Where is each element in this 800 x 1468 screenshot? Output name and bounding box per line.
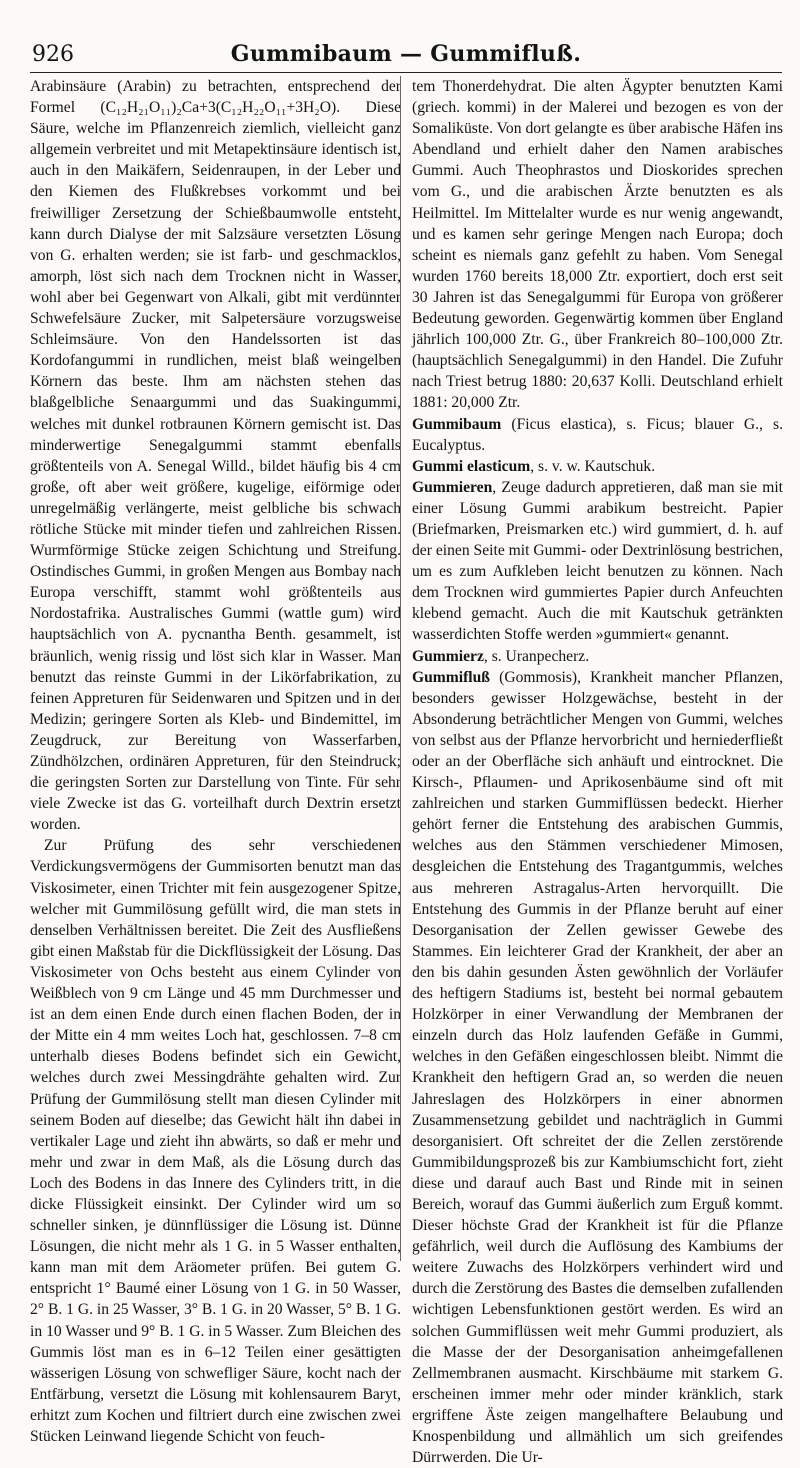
entry-headword: Gummi elasticum: [412, 457, 531, 475]
right-column: [412, 76, 783, 1467]
entry-gummibaum: [412, 414, 783, 456]
entry-text: (Ficus elastica), s. Ficus; blauer G., s. Eucalyptus.: [412, 415, 783, 454]
paragraph-arabinsaeure: Arabinsäure (Arabin) zu betrachten, entsprechend der Formel (C₁₂H₂₁O₁₁)₂Ca+3(C₁₂H₂₂O₁₁+3H₂O). Diese Säure, welche im Pflanzenreich ziemlich, vielleicht ganz allgemein verbreitet und mit Metapektinsäure identisch ist, auch in den Maikäfern, Seidenraupen, in der Leber und den Kiemen des Flußkrebses vorkommt und bei freiwilliger Zersetzung der Schießbaumwolle entsteht, kann durch Dialyse der mit Salzsäure versetzten Lösung von G. erhalten werden; sie ist farb- und geschmacklos, amorph, löst sich nach dem Trocknen nicht in Wasser, wohl aber bei Gegenwart von Alkali, gibt mit verdünnter Schwefelsäure Zucker, mit Salpetersäure vorzugsweise Schleimsäure. Von den Handelssorten ist das Kordofangummi in rundlichen, meist blaß weingelben Körnern das beste. Ihm am nächsten stehen das blaßgelbliche Senaargummi und das Suakingummi, welches mit dunkel rotbraunen Körnern gemischt ist. Das minderwertige Senegalgummi stammt ebenfalls größtenteils von A. Senegal Willd., bildet häufig bis 4 cm große, oft aber weit größere, kugelige, eiförmige oder unregelmäßig verlängerte, meist gelbliche bis schwach rötliche Stücke mit minder tiefen und zahlreichen Rissen. Wurmförmige Stücke zeigen Schichtung und Streifung. Ostindisches Gummi, in großen Mengen aus Bombay nach Europa verschifft, stammt wohl größtenteils aus Nordostafrika. Australisches Gummi (wattle gum) wird hauptsächlich von A. pycnantha Benth. gesammelt, ist bräunlich, wenig rissig und löst sich klar in Wasser. Man benutzt das reinste Gummi in der Likörfabrikation, zu feinen Appreturen für Seidenwaren und Spitzen und in der Medizin; geringere Sorten als Kleb- und Bindemittel, im Zeugdruck, zur Bereitung von Wasserfarben, Zündhölzchen, ordinären Appreturen, für den Steindruck; die geringsten Sorten zur Darstellung von Tinte. Für sehr viele Zwecke ist das G. vorteilhaft durch Dextrin ersetzt worden.: [30, 78, 401, 834]
entry-gummifluss: [412, 667, 783, 1468]
entry-text: (Gommosis), Krankheit mancher Pflanzen, besonders gewisser Holzgewächse, besteht in der Absonderung beträchtlicher Mengen von Gummi, welches von selbst aus der Pflanze hervorbricht und herniederfließt oder an der Oberfläche sich anhäuft und eintrocknet. Die Kirsch-, Pflaumen- und Aprikosenbäume sind oft mit zahlreichen und starken Gummiflüssen bedeckt. Hierher gehört ferner die Entstehung des arabischen Gummis, welches aus den Stämmen verschiedener Mimosen, desgleichen die Entstehung des Tragantgummis, welches aus mehreren Astragalus-Arten hervorquillt. Die Entstehung des Gummis in der Pflanze beruht auf einer Desorganisation der Zellen gewisser Gewebe des Stammes. Ein leichterer Grad der Krankheit, der aber an den bis dahin gesunden Ästen gewöhnlich der Vorläufer des heftigern Stadiums ist, besteht bei normal gebautem Holzkörper in einer Verwandlung der Membranen der einzeln durch das Holz laufenden Gefäße in Gummi, welches in den Gefäßen eingeschlossen bleibt. Nimmt die Krankheit den heftigern Grad an, so werden die neuen Jahreslagen des Holzkörpers in einer abnormen Zusammensetzung gebildet und nachträglich in Gummi desorganisiert. Oft schreitet der die Zellen zerstörende Gummibildungsprozeß bis zur Kambiumschicht fort, zieht diese und darauf auch Bast und Rinde mit in seinen Bereich, worauf das Gummi äußerlich zum Erguß kommt. Dieser höchste Grad der Krankheit ist für die Pflanze gefährlich, weil durch die Auflösung des Kambiums der weitere Zuwachs des Holzkörpers verhindert wird und durch die Zerstörung des Bastes die demselben zufallenden wichtigen Lebensfunktionen gestört werden. Es wird an solchen Gummiflüssen weit mehr Gummi produziert, als die Masse der der Desorganisation anheimgefallenen Zellmembranen ausmacht. Kirschbäume mit starkem G. erscheinen immer mehr oder minder kränklich, stark ergriffene Äste zeigen mangelhaftere Belaubung und Knospenbildung und allmählich um sich greifendes Dürrwerden. Die Ur-: [412, 668, 783, 1467]
entry-gummierz: [412, 646, 783, 667]
entry-headword: Gummieren: [412, 478, 493, 496]
entry-text: , Zeuge dadurch appretieren, daß man sie mit einer Lösung Gummi arabikum bestreicht. Papier (Briefmarken, Preismarken etc.) wird gummiert, d. h. auf der einen Seite mit Gummi- oder Dextrinlösung bestrichen, um es zum Aufkleben leicht benutzen zu können. Nach dem Trocknen wird gummiertes Papier durch Anfeuchten klebend gemacht. Auch die mit Kautschuk getränkten wasserdichten Stoffe werden »gummiert« genannt.: [412, 478, 783, 644]
paragraph-pruefung: Zur Prüfung des sehr verschiedenen Verdickungsvermögens der Gummisorten benutzt man das Viskosimeter, einen Trichter mit fein ausgezogener Spitze, welcher mit Gummilösung gefüllt wird, die man stets in denselben Verhältnissen bereitet. Die Zeit des Ausfließens gibt einen Maßstab für die Dickflüssigkeit der Lösung. Das Viskosimeter von Ochs besteht aus einem Cylinder von Weißblech von 9 cm Länge und 45 mm Durchmesser und ist an dem einen Ende durch einen flachen Boden, der in der Mitte ein 4 mm weites Loch hat, geschlossen. 7–8 cm unterhalb dieses Bodens befindet sich ein Gewicht, welches durch zwei Messingdrähte gehalten wird. Zur Prüfung der Gummilösung stellt man diesen Cylinder mit seinem Boden auf dieselbe; das Gewicht hält ihn dabei in vertikaler Lage und zieht ihn abwärts, so daß er mehr und mehr und zwar in dem Maß, als die Lösung durch das Loch des Bodens in das Innere des Cylinders tritt, in die dicke Flüssigkeit einsinkt. Der Cylinder wird um so schneller sinken, je dünnflüssiger die Lösung ist. Dünne Lösungen, die nicht mehr als 1 G. in 5 Wasser enthalten, kann man mit dem Aräometer prüfen. Bei gutem G. entspricht 1° Baumé einer Lösung von 1 G. in 50 Wasser, 2° B. 1 G. in 25 Wasser, 3° B. 1 G. in 20 Wasser, 5° B. 1 G. in 10 Wasser und 9° B. 1 G. in 5 Wasser. Zum Bleichen des Gummis löst man es in 6–12 Teilen einer gesättigten wässerigen Lösung von schwefliger Säure, kocht nach der Entfärbung, versetzt die Lösung mit kohlensaurem Baryt, erhitzt zum Kochen und filtriert durch eine zwischen zwei Stücken Leinwand liegende Schicht von feuch-: [30, 837, 401, 1445]
running-head: Gummibaum — Gummifluß.: [230, 41, 582, 67]
entry-gummieren: [412, 477, 783, 646]
page-header: [30, 38, 782, 73]
paragraph-thonerdehydrat: tem Thonerdehydrat. Die alten Ägypter benutzten Kami (griech. kommi) in der Malerei und bezogen es von der Somaliküste. Von dort gelangte es über arabische Häfen ins Abendland und erhielt daher den Namen arabisches Gummi. Auch Theophrastos und Dioskorides sprechen vom G., und die arabischen Ärzte benutzten es als Heilmittel. Im Mittelalter wurde es nur wenig angewandt, und es kamen sehr geringe Mengen nach Europa; doch scheint es niemals ganz gefehlt zu haben. Vom Senegal wurden 1760 bereits 18,000 Ztr. exportiert, doch erst seit 30 Jahren ist das Senegalgummi für Europa von größerer Bedeutung geworden. Gegenwärtig kommen über England jährlich 100,000 Ztr. G., über Frankreich 80–100,000 Ztr. (hauptsächlich Senegalgummi) in den Handel. Die Zufuhr nach Triest betrug 1880: 20,637 Kolli. Deutschland erhielt 1881: 20,000 Ztr.: [412, 78, 783, 412]
left-column: [30, 76, 401, 1445]
entry-gummi-elasticum: [412, 456, 783, 477]
page-number: 926: [32, 42, 74, 67]
entry-text: , s. Uranpecherz.: [483, 647, 590, 665]
entry-text: , s. v. w. Kautschuk.: [530, 457, 656, 475]
column-divider: [400, 76, 401, 1261]
entry-headword: Gummifluß: [412, 668, 490, 686]
entry-headword: Gummierz: [412, 647, 484, 665]
entry-headword: Gummibaum: [412, 415, 502, 433]
